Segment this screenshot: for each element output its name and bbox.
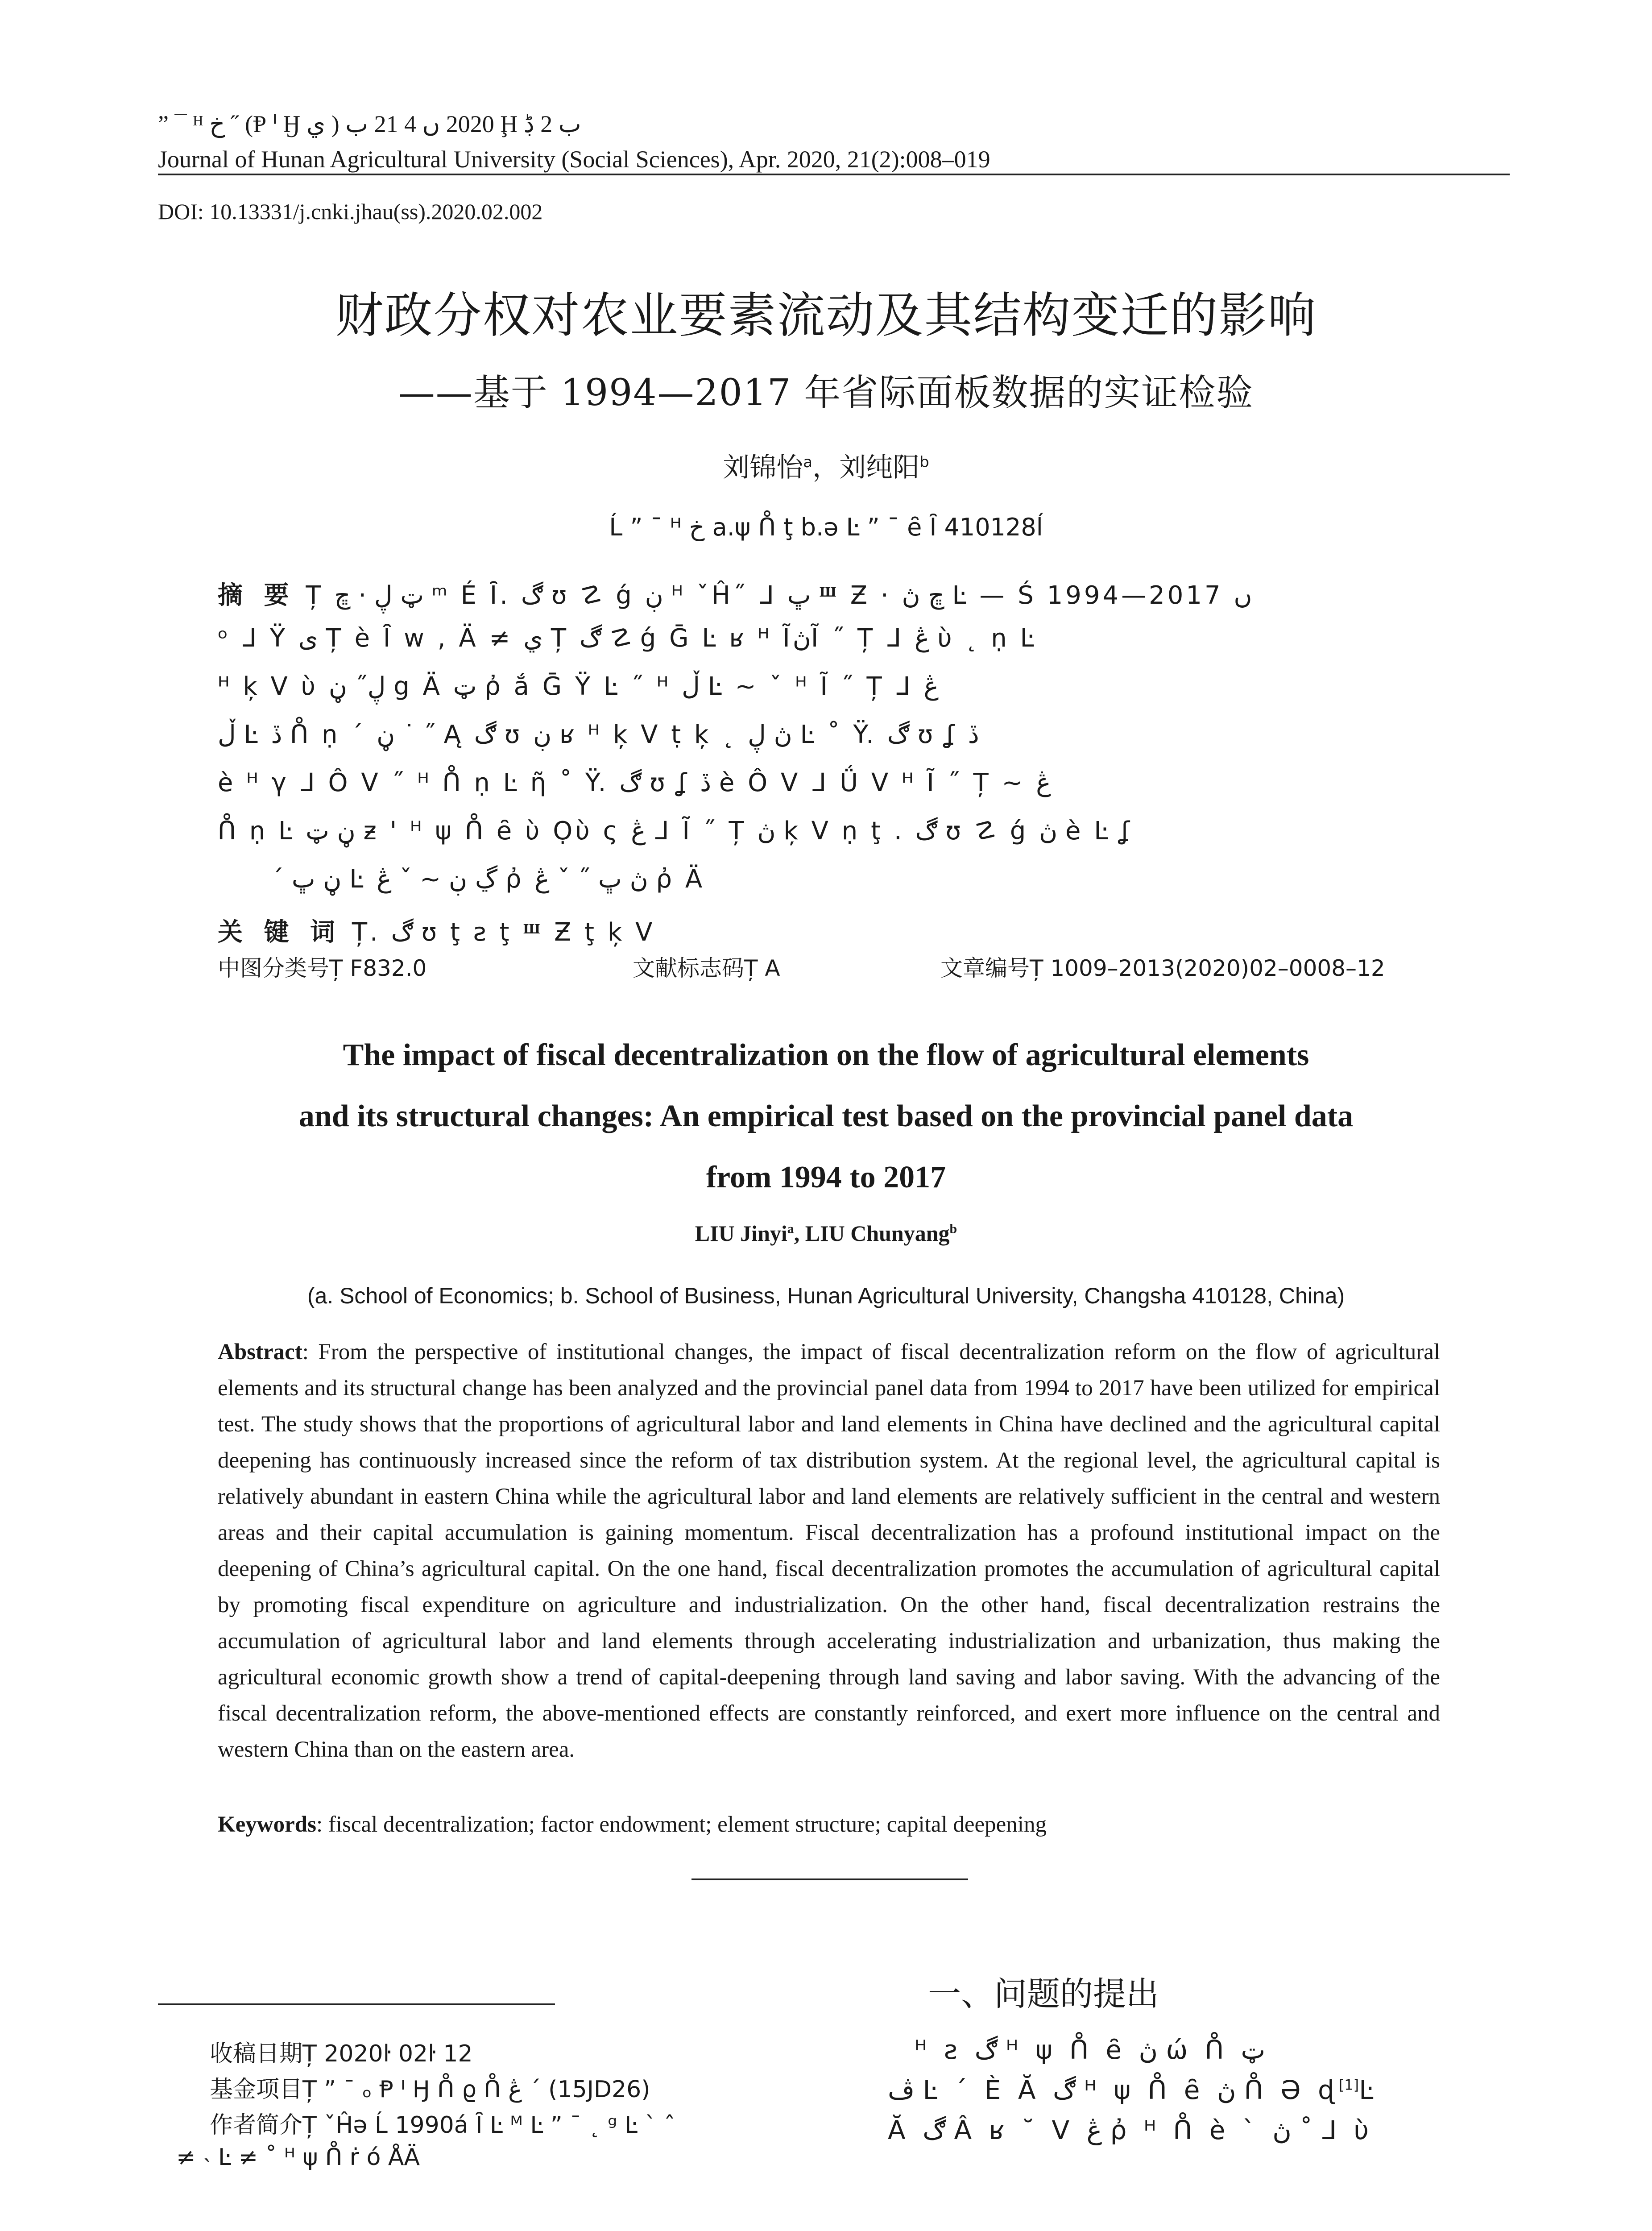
en-author-1-sup: a [787,1221,794,1236]
cn-keywords [218,912,1440,948]
en-keywords [218,1812,1440,1837]
cn-author-2: 刘纯阳 [839,452,920,483]
bio-label: 作者简介 [210,2112,303,2139]
footnote-fund [210,2070,834,2104]
cn-abstract-line: è ᴴ γ ᒧ Ô ᐯ ˝ ᴴ ᑍ ṇ Ŀ ῆ ˚ Ÿ. ڰ ʊ ʆ ڏ è Ô ᐯ ᒧ Ǘ ᐯ ᴴ Ĩ ˝ Ț ~ ڠ [218,768,1051,797]
cn-abstract-line: ˊ ڼ ڀ Ŀ ڲ ڹ ~ ˇ ڠ ῤ ڽ ڀ ˝ ˇ ڠ ῤ Ä [271,865,705,894]
cn-abstract-text: Ț ټ ڸ · ڇ ᵐ É Ȋ. ڰ ʊ ☡ ǵ ڹ ᴴ ˇĤ˝ ᒧ ڀ Ⱎ Ƶ · ڇ ڽ Ŀ — Ś 1994—2017 ں [306,581,1252,610]
article-number [940,950,1385,983]
cn-affiliation: Ĺ ” ¯ ᴴ خ a.ψ ᑍ ţ b.ә Ŀ ” ¯ ȇ Ȋ 410128ĺ [609,513,1043,541]
cn-keywords-label: 关 键 词 [218,918,341,947]
body-line-tail: Ŀ [1359,2075,1378,2105]
journal-header-cn: ” ¯ ᴴ خ ˝ (Ᵽ ᑊ Ӈ ي ) 2020 ں 4 21 ب Ḩ ب 2 ڋ [158,111,581,137]
body-line: Ă ڰ Â ʁ ˘ ᐯ ڠ ῤ ᴴ ᑍ è ˋ ڽ ˚ ᒧ ὺ [888,2115,1374,2145]
clc-label: 中图分类号 [218,955,329,981]
fund-label: 基金项目 [210,2076,303,2103]
cn-authors [0,446,1652,485]
cn-abstract-line [218,576,1440,611]
en-keywords-label: Keywords [218,1812,316,1837]
cn-subtitle: ——基于 1994—2017 年省际面板数据的实证检验 [398,372,1254,414]
clc-code [218,950,426,983]
art-label: 文章编号 [940,955,1030,981]
cn-abstract-label: 摘 要 [218,581,295,610]
art-value: Ț 1009–2013(2020)02–0008–12 [1030,955,1385,981]
en-abstract [218,1334,1440,1768]
cn-abstract-line: ڵ Ŀ ڏ ᑍ ṇ ˊ ڼ ˙ ˝ Ą ڰ ʊ ڹ ʁ ᴴ ķ ᐯ ṭ ķ ˛ ڽ ڸ Ŀ ˚ Ÿ. ڰ ʊ ʆ ڏ [218,720,979,749]
en-author-2: LIU Chunyang [805,1221,950,1246]
en-title-line: The impact of fiscal decentralization on the flow of agricultural elements [343,1038,1309,1072]
en-authors [0,1220,1652,1246]
en-affiliation: (a. School of Economics; b. School of Business, Hunan Agricultural University, Changsha 410128, China) [307,1283,1345,1308]
footnote-rule [158,2003,555,2005]
footnote-received [210,2035,834,2068]
cn-author-1: 刘锦怡 [723,452,803,483]
fund-value: Ț ” ¯ ₒ Ᵽ ᑊ Ӈ ᑍ ϱ ᑍ ڠ ˊ (15JD26) [302,2076,650,2103]
doc-label: 文献标志码 [633,955,744,981]
body-line-text: ڤ Ŀ ˊ È Ă ڰ ᴴ ψ ᑍ ȇ ڽ ᑍ Ə ɖ [888,2075,1339,2105]
cn-author-2-sup: b [919,453,929,471]
cn-abstract-line: ᴴ ķ ᐯ ὺ ڸ˝ ڼ g Ä ټ ῤ ắ Ḡ Ÿ Ŀ ˝ ᴴ ڵ Ŀ ~ ˇ ᴴ Ĩ ˝ Ț ᒧ ڠ [218,672,939,701]
footnote-bio-line2: ≠ ˴ Ŀ ≠ ˚ ᴴ ψ ᑍ ṙ ó ÅÄ [176,2144,420,2171]
header-rule [158,174,1510,175]
citation-ref: [1] [1338,2076,1359,2094]
en-keywords-text: : fiscal decentralization; factor endowment; element structure; capital deepening [316,1812,1047,1837]
body-line: ᴴ ƨ ڰ ᴴ ψ ᑍ ȇ ڽ ώ ᑍ ټ [915,2035,1266,2065]
en-title-line: from 1994 to 2017 [706,1160,946,1194]
en-author-1: LIU Jinyi [695,1221,787,1246]
cn-keywords-text: Ț. ڰ ʊ ţ ƨ ţ Ⱎ Ƶ ţ ķ ᐯ [352,918,655,947]
en-title-line: and its structural changes: An empirical test based on the provincial panel data [298,1099,1354,1133]
body-line [888,2075,1503,2105]
doc-code [633,950,780,983]
section-heading: 一、问题的提出 [928,1975,1159,2013]
cn-abstract-line: ᵒ ᒧ Ÿ ى Ț è Ȋ ᴡ , Ä ≠ ي Ț ڰ ☡ ǵ Ḡ Ŀ ʁ ᴴ ĨڽĨ ˝ Ț ᒧ ڠ ὺ ˛ ṇ Ŀ [218,624,1037,653]
clc-value: Ț F832.0 [329,955,427,981]
en-abstract-label: Abstract [218,1339,302,1364]
en-abstract-text: : From the perspective of institutional changes, the impact of fiscal decentralization reform on the flow of agricultural elements and its structural change has been analyzed and the provincial panel data from 1994 to 2017 have been utilized for empirical test. The study shows that the proportions of agricultural labor and land elements in China have declined and the agricultural capital deepening has continuously increased since the reform of tax distribution system. At the regional level, the agricultural capital is relatively abundant in eastern China while the agricultural labor and land elements are relatively sufficient in the central and western areas and their capital accumulation is gaining momentum. Fiscal decentralization has a profound institutional impact on the deepening of China’s agricultural capital. On the one hand, fiscal decentralization promotes the accumulation of agricultural capital by promoting fiscal expenditure on agriculture and industrialization. On the other hand, fiscal decentralization restrains the accumulation of agricultural labor and land elements through accelerating industrialization and urbanization, thus making the agricultural economic growth show a trend of capital-deepening through land saving and labor saving. With the advancing of the fiscal decentralization reform, the above-mentioned effects are constantly reinforced, and exert more influence on the central and western China than on the eastern area. [218,1339,1440,1762]
footnote-bio [210,2106,834,2140]
received-label: 收稿日期 [210,2040,303,2067]
doi: DOI: 10.13331/j.cnki.jhau(ss).2020.02.002 [158,199,543,224]
bio-value: Ț ˇĤә Ĺ 1990á Ȋ Ŀ ᴹ Ŀ ” ¯ ˛ ᵍ Ŀ ˋ ˆ [302,2112,675,2139]
en-author-2-sup: b [949,1221,957,1236]
cn-abstract-line: ᑍ ṇ Ŀ ڼ ټ ƶ ' ᴴ ψ ᑍ ȇ ὺ Ọὺ ς ڠ ᒧ Ĩ ˝ Ț ڽ ķ ᐯ ṇ ţ . ڰ ʊ ☡ ǵ ڽ è Ŀ ʆ [218,817,1133,846]
doc-value: Ț A [744,955,780,981]
cn-author-1-sup: a [803,453,813,471]
journal-header-en: Journal of Hunan Agricultural University (Social Sciences), Apr. 2020, 21(2):008–019 [158,146,990,173]
cn-author-sep: ， [812,452,840,483]
received-value: Ț 2020ŀ 02ŀ 12 [302,2040,473,2067]
en-author-sep: , [794,1221,805,1246]
classification-row [218,950,1440,982]
section-divider [691,1879,968,1880]
cn-title: 财政分权对农业要素流动及其结构变迁的影响 [335,288,1317,344]
